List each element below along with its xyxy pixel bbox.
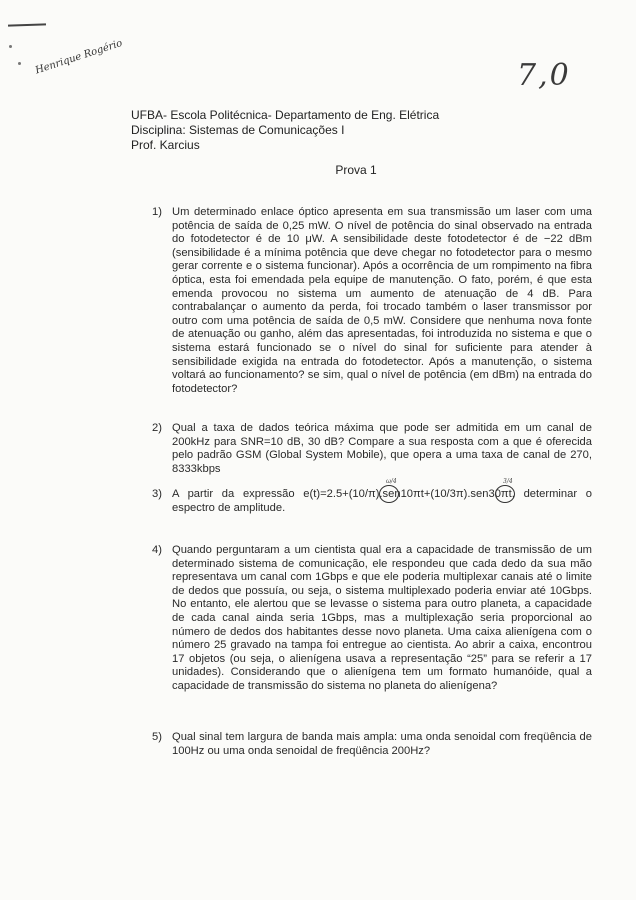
question-1 <box>152 206 592 396</box>
exam-title: Prova 1 <box>335 163 377 177</box>
grade-handwritten: 7,0 <box>517 58 571 93</box>
question-2 <box>152 422 592 476</box>
question-number: 2) <box>152 422 162 434</box>
scan-dot <box>9 45 12 48</box>
handwritten-annotation: 3/4 <box>503 478 513 485</box>
question-number: 4) <box>152 544 162 556</box>
student-name-handwritten: Henrique Rogério <box>34 37 124 77</box>
question-text: Quando perguntaram a um cientista qual era a capacidade de transmissão de um determinado sistema de comunicação, ele respondeu que cada dedo da sua mão representava um canal com 1Gbps e que ele poderia multiplexar canais até o limite de dedos que possuía, ou seja, o sistema multiplexado poderia enviar até 10Gbps. No entanto, ele alertou que se levasse o sistema para outro planeta, a capacidade de cada canal ainda seria 1Gbps, mas a multiplexação seria proporcional ao número de dedos dos habitantes desse novo planeta. Uma caixa alienígena com o número 25 gravado na tampa foi entregue ao cientista. Ao abrir a caixa, encontrou 17 objetos (ou seja, o alienígena usava a representação “25” para se referir a 17 unidades). Considerando que o alienígena tem um formato humanóide, qual a capacidade de transmissão do sistema no planeta do alienígena? <box>172 544 592 692</box>
scan-dot <box>18 62 21 65</box>
question-3 <box>152 488 592 515</box>
question-text: Um determinado enlace óptico apresenta em sua transmissão um laser com uma potência de saída de 0,25 mW. O nível de potência do sinal observado na entrada do fotodetector é de 10 μW. A sensibilidade deste fotodetector é de −22 dBm (sensibilidade é a mínima potência que deve chegar no fotodetector para o mesmo gerar corrente e o sistema funcionar). Após a ocorrência de um rompimento na fibra óptica, esta foi emendada pela equipe de manutenção. O fato, porém, é que esta emenda provocou no sistema um aumento de atenuação de 4 dB. Para contrabalançar o aumento da perda, foi trocado também o laser transmissor por outro com uma potência de saída de 0,5 mW. Considere que nenhuma nova fonte de atenuação ou ganho, além das apresentadas, foi introduzida no sistema e que o sistema estará funcionado se o nível do sinal for suficiente para atender à sensibilidade exigida na entrada do fotodetector. Após a manutenção, o sistema voltará ao funcionamento? se sim, qual o nível de potência (em dBm) na entrada do fotodetector? <box>172 206 592 395</box>
question-number: 1) <box>152 206 162 218</box>
question-number: 5) <box>152 731 162 743</box>
header-discipline: Disciplina: Sistemas de Comunicações I <box>131 123 345 137</box>
question-5 <box>152 731 592 758</box>
document-header <box>131 108 439 153</box>
question-text: Qual a taxa de dados teórica máxima que pode ser admitida em um canal de 200kHz para SNR=10 dB, 30 dB? Compare a sua resposta com a que é oferecida pelo padrão GSM (Global System Mobile), que opera a uma taxa de canal de 270, 8333kbps <box>172 422 592 475</box>
handwritten-annotation: ω/4 <box>386 478 397 485</box>
handwritten-circle <box>379 485 399 503</box>
header-professor: Prof. Karcius <box>131 138 200 152</box>
scan-mark <box>8 23 46 26</box>
exam-title-row <box>0 163 636 177</box>
handwritten-circle <box>495 485 515 503</box>
question-text: A partir da expressão e(t)=2.5+(10/π).sen10πt+(10/3π).sen30πt, determinar o espectro de amplitude. <box>172 488 592 514</box>
question-4 <box>152 544 592 694</box>
header-institution: UFBA- Escola Politécnica- Departamento de Eng. Elétrica <box>131 108 440 122</box>
question-number: 3) <box>152 488 162 500</box>
question-text: Qual sinal tem largura de banda mais ampla: uma onda senoidal com freqüência de 100Hz ou uma onda senoidal de freqüência 200Hz? <box>172 731 592 757</box>
